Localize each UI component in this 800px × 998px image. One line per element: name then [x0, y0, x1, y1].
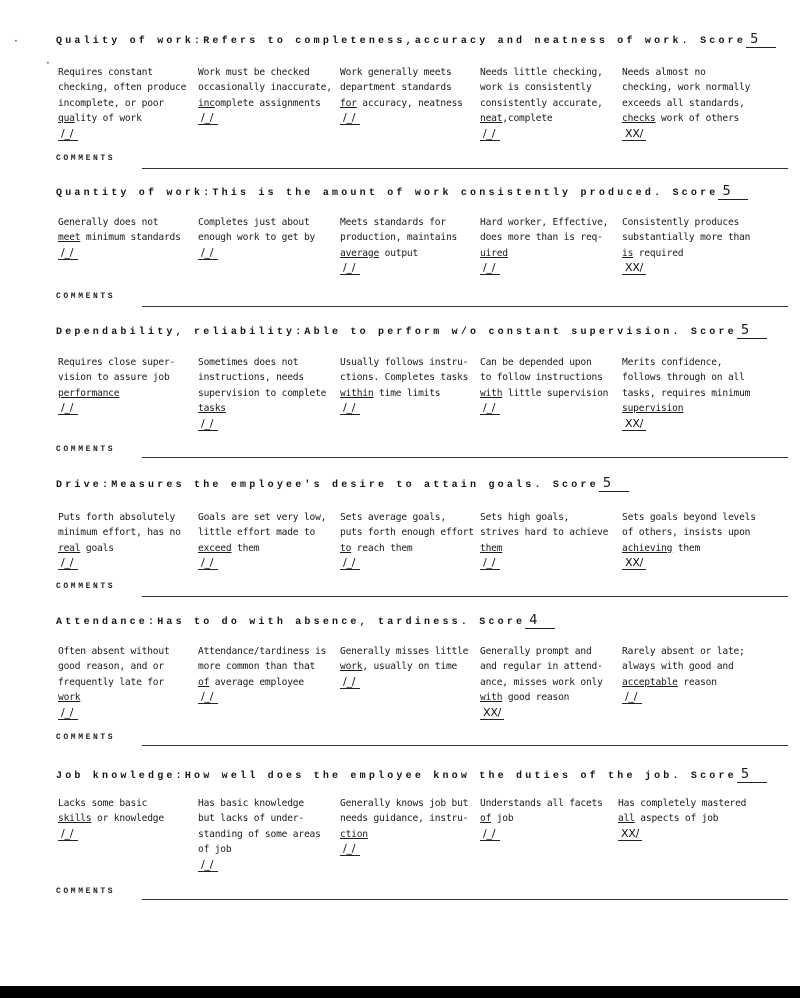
rating-checkbox[interactable]: XX/ [622, 417, 646, 431]
rating-checkbox[interactable]: /_/ [622, 690, 642, 704]
rating-checkbox[interactable]: /_/ [340, 556, 360, 570]
rating-checkbox[interactable]: /_/ [58, 827, 78, 841]
rating-checkbox[interactable]: /_/ [340, 261, 360, 275]
score-label: Score [672, 188, 719, 199]
rating-level-1: Lacks some basic skills or knowledge /_/ [58, 798, 164, 840]
rating-level-3: Sets average goals, puts forth enough effort to reach them /_/ [340, 512, 474, 570]
rating-checkbox[interactable]: /_/ [340, 842, 360, 856]
rating-checkbox[interactable]: /_/ [198, 111, 218, 125]
comments-label: COMMENTS [56, 154, 116, 163]
scan-speck: · [46, 56, 50, 70]
rating-checkbox[interactable]: /_/ [198, 556, 218, 570]
rating-checkbox[interactable]: /_/ [58, 556, 78, 570]
rating-checkbox[interactable]: XX/ [618, 827, 642, 841]
criterion-title: Job knowledge:How well does the employee know the duties of the job. [56, 771, 682, 782]
rating-checkbox[interactable]: /_/ [198, 417, 218, 431]
rating-level-1: Often absent without good reason, and or frequently late for work /_/ [58, 646, 170, 719]
comments-label: COMMENTS [56, 887, 116, 896]
rating-level-1: Requires constant checking, often produce incomplete, or poor quality of work /_/ [58, 67, 187, 140]
rating-level-5: Consistently produces substantially more than is required XX/ [622, 217, 751, 275]
rating-level-3: Work generally meets department standards for accuracy, neatness /_/ [340, 67, 463, 125]
rating-level-4: Understands all facets of job /_/ [480, 798, 603, 840]
rating-checkbox[interactable]: /_/ [480, 827, 500, 841]
comments-label: COMMENTS [56, 582, 116, 591]
rating-checkbox[interactable]: /_/ [58, 127, 78, 141]
rating-checkbox[interactable]: XX/ [480, 706, 504, 720]
rating-checkbox[interactable]: /_/ [58, 401, 78, 415]
rating-level-1: Puts forth absolutely minimum effort, has no real goals /_/ [58, 512, 181, 570]
rating-level-5: Sets goals beyond levels of others, insists upon achieving them XX/ [622, 512, 756, 570]
comments-line[interactable] [142, 596, 788, 597]
score-value[interactable]: 4 [525, 613, 555, 629]
rating-level-5: Rarely absent or late; always with good and acceptable reason /_/ [622, 646, 745, 704]
comments-label: COMMENTS [56, 292, 116, 301]
comments-label: COMMENTS [56, 733, 116, 742]
criterion-header [56, 613, 555, 629]
score-label: Score [479, 617, 526, 628]
rating-checkbox[interactable]: /_/ [480, 127, 500, 141]
rating-level-5: Merits confidence, follows through on all tasks, requires minimum supervision XX/ [622, 357, 751, 430]
criterion-title: Quality of work:Refers to completeness,accuracy and neatness of work. [56, 36, 691, 47]
criterion-title: Drive:Measures the employee's desire to attain goals. [56, 480, 544, 491]
rating-checkbox[interactable]: /_/ [198, 246, 218, 260]
criterion-header [56, 184, 748, 200]
rating-level-4: Can be depended upon to follow instructions with little supervision /_/ [480, 357, 609, 415]
rating-level-1: Requires close super- vision to assure job performance /_/ [58, 357, 176, 415]
rating-level-3: Meets standards for production, maintains average output /_/ [340, 217, 458, 275]
criterion-title: Attendance:Has to do with absence, tardiness. [56, 617, 471, 628]
score-label: Score [700, 36, 747, 47]
rating-level-4: Needs little checking, work is consistently consistently accurate, neat,complete /_/ [480, 67, 603, 140]
score-value[interactable]: 5 [746, 32, 776, 48]
rating-level-2: Completes just about enough work to get by /_/ [198, 217, 316, 259]
rating-level-4: Generally prompt and and regular in attend- ance, misses work only with good reason XX/ [480, 646, 603, 719]
criterion-header [56, 32, 776, 48]
rating-checkbox[interactable]: XX/ [622, 261, 646, 275]
criterion-header [56, 767, 767, 783]
rating-level-1: Generally does not meet minimum standards /_/ [58, 217, 181, 259]
comments-line[interactable] [142, 306, 788, 307]
rating-level-2: Goals are set very low, little effort made to exceed them /_/ [198, 512, 327, 570]
comments-line[interactable] [142, 168, 788, 169]
rating-level-3: Generally knows job but needs guidance, instru- ction /_/ [340, 798, 469, 856]
rating-level-5: Needs almost no checking, work normally exceeds all standards, checks work of others XX/ [622, 67, 751, 140]
rating-level-2: Work must be checked occasionally inaccurate, incomplete assignments /_/ [198, 67, 332, 125]
rating-checkbox[interactable]: /_/ [58, 246, 78, 260]
rating-checkbox[interactable]: /_/ [198, 690, 218, 704]
score-value[interactable]: 5 [599, 476, 629, 492]
rating-checkbox[interactable]: /_/ [58, 706, 78, 720]
rating-checkbox[interactable]: /_/ [480, 261, 500, 275]
scan-speck: · [14, 34, 18, 48]
criterion-title: Quantity of work:This is the amount of work consistently produced. [56, 188, 664, 199]
rating-checkbox[interactable]: XX/ [622, 127, 646, 141]
score-label: Score [552, 480, 599, 491]
criterion-header [56, 323, 767, 339]
rating-level-5: Has completely mastered all aspects of job XX/ [618, 798, 747, 840]
score-value[interactable]: 5 [737, 323, 767, 339]
rating-level-2: Sometimes does not instructions, needs supervision to complete tasks /_/ [198, 357, 327, 430]
score-label: Score [690, 327, 737, 338]
rating-level-3: Generally misses little work, usually on time /_/ [340, 646, 469, 688]
rating-checkbox[interactable]: /_/ [340, 401, 360, 415]
rating-level-2: Has basic knowledge but lacks of under- standing of some areas of job /_/ [198, 798, 321, 871]
score-value[interactable]: 5 [718, 184, 748, 200]
score-label: Score [690, 771, 737, 782]
rating-level-3: Usually follows instru- ctions. Completes tasks within time limits /_/ [340, 357, 469, 415]
rating-checkbox[interactable]: /_/ [340, 111, 360, 125]
criterion-title: Dependability, reliability:Able to perform w/o constant supervision. [56, 327, 682, 338]
rating-checkbox[interactable]: /_/ [480, 401, 500, 415]
rating-level-4: Hard worker, Effective, does more than is req- uired /_/ [480, 217, 609, 275]
rating-checkbox[interactable]: XX/ [622, 556, 646, 570]
comments-line[interactable] [142, 457, 788, 458]
scan-edge-bar [0, 986, 800, 998]
rating-checkbox[interactable]: /_/ [198, 858, 218, 872]
comments-label: COMMENTS [56, 445, 116, 454]
score-value[interactable]: 5 [737, 767, 767, 783]
rating-level-2: Attendance/tardiness is more common than that of average employee /_/ [198, 646, 327, 704]
comments-line[interactable] [142, 899, 788, 900]
criterion-header [56, 476, 629, 492]
comments-line[interactable] [142, 745, 788, 746]
rating-checkbox[interactable]: /_/ [480, 556, 500, 570]
rating-level-4: Sets high goals, strives hard to achieve them /_/ [480, 512, 609, 570]
rating-checkbox[interactable]: /_/ [340, 675, 360, 689]
